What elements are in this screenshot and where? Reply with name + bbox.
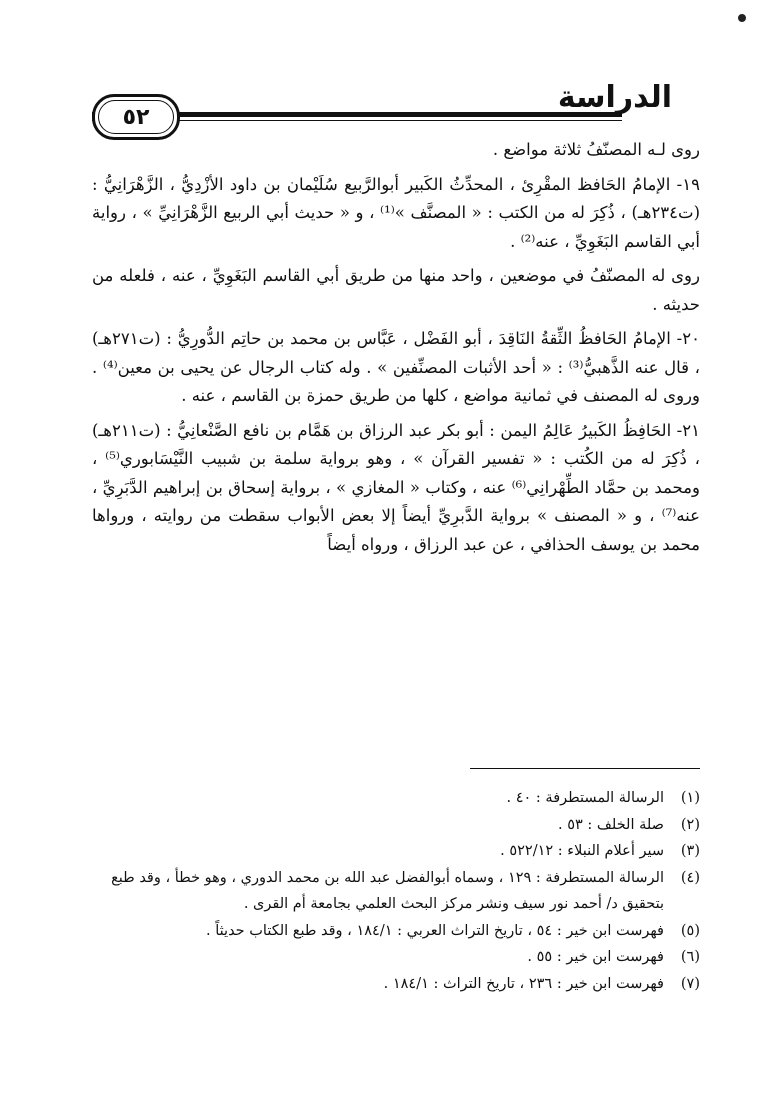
footnote-item — [92, 944, 700, 971]
page-header — [92, 80, 692, 136]
paragraph: روى لـه المصنّفُ ثلاثة مواضع . — [492, 140, 700, 159]
footnote-item — [92, 971, 700, 998]
paragraph: ٢٠- الإمامُ الحَافظُ الثِّقةُ النَاقِدَ ، أبو الفَضْل ، عَبَّاس بن محمد بن حاتِم الدُّورِيُّ : (ت٢٧١هـ) ، قال عنه الذَّهبيُّ⁽³⁾ : « أحد الأثبات المصنِّفين » . وله كتاب الرجال عن يحيى بن معين⁽⁴⁾ . وروى له المصنف في ثمانية مواضع ، كلها من طريق حمزة بن القاسم ، عنه . — [92, 329, 700, 405]
page-number: ٥٢ — [122, 104, 150, 130]
page-number-badge — [92, 94, 180, 140]
footnote-number: (٥) — [680, 922, 700, 939]
body-text — [92, 136, 700, 565]
footnote-text: صلة الخلف : ٥٣ . — [557, 816, 664, 833]
footnote-separator — [470, 768, 700, 769]
paragraph: ١٩- الإمامُ الحَافظ المقْرِئ ، المحدِّثُ الكَبير أبوالرَّبيع سُلَيْمان بن داود الأزْدِيُّ ، الزَّهْرَانِيُّ : (ت٢٣٤هـ) ، ذُكِرَ له من الكتب : « المصنَّف »⁽¹⁾ ، و « حديث أبي الربيع الزَّهْرَانِيِّ » ، رواية أبي القاسم البَغَوِيِّ ، عنه⁽²⁾ . — [92, 174, 701, 251]
footnote-item — [92, 838, 700, 865]
footnote-item — [92, 812, 700, 839]
footnote-text: سير أعلام النبلاء : ٥٢٢/١٢ . — [500, 843, 664, 859]
footnote-text: فهرست ابن خير : ٥٥ . — [527, 949, 664, 965]
footnote-number: (٧) — [680, 975, 700, 992]
footnote-number: (٢) — [680, 816, 700, 833]
footnote-number: (٣) — [680, 843, 700, 859]
footnote-item — [92, 865, 700, 918]
footnote-number: (٦) — [680, 949, 700, 965]
paragraph: ٢١- الحَافِظُ الكَبيرُ عَالِمُ اليمن : أبو بكر عبد الرزاق بن هَمَّام بن نافع الصَّنْعانِيُّ : (ت٢١١هـ) ، ذُكِرَ له من الكُتب : « تفسير القرآن » ، وهو برواية سلمة بن شبيب النَّيْسَابوري⁽⁵⁾ ، ومحمد بن حمَّاد الطِّهْرانِي⁽⁶⁾ عنه ، وكتاب « المغازي » ، برواية إسحاق بن إبراهيم الدَّبَرِيِّ ، عنه⁽⁷⁾ ، و « المصنف » برواية الدَّبرِيِّ أيضاً إلا بعض الأبواب سقطت من روايته ، ورواها محمد بن يوسف الحذافي ، عن عبد الرزاق ، ورواه أيضاً — [92, 420, 700, 554]
footnote-text: الرسالة المستطرفة : ٤٠ . — [506, 790, 664, 806]
paragraph: روى له المصنّفُ في موضعين ، واحد منها من طريق أبي القاسم البَغَوِيِّ ، عنه ، فلعله من حديثه . — [92, 266, 700, 314]
footnote-text: فهرست ابن خير : ٢٣٦ ، تاريخ التراث : ١٨٤/١ . — [383, 975, 664, 992]
page-number-badge-inner-border — [98, 100, 174, 134]
footnote-number: (٤) — [680, 869, 700, 886]
section-title: الدراسة — [557, 80, 672, 115]
footnote-number: (١) — [680, 790, 700, 806]
footnotes — [92, 785, 700, 997]
footnote-text: الرسالة المستطرفة : ١٢٩ ، وسماه أبوالفضل عبد الله بن محمد الدوري ، وهو خطأ ، وقد طبع بتحقيق د/ أحمد نور سيف ونشر مركز البحث العلمي بجامعة أم القرى . — [111, 869, 664, 912]
footnote-item — [92, 785, 700, 812]
footnote-item — [92, 918, 700, 945]
scan-dot-mark — [738, 14, 746, 22]
footnote-text: فهرست ابن خير : ٥٤ ، تاريخ التراث العربي : ١٨٤/١ ، وقد طبع الكتاب حديثاً . — [206, 922, 664, 939]
